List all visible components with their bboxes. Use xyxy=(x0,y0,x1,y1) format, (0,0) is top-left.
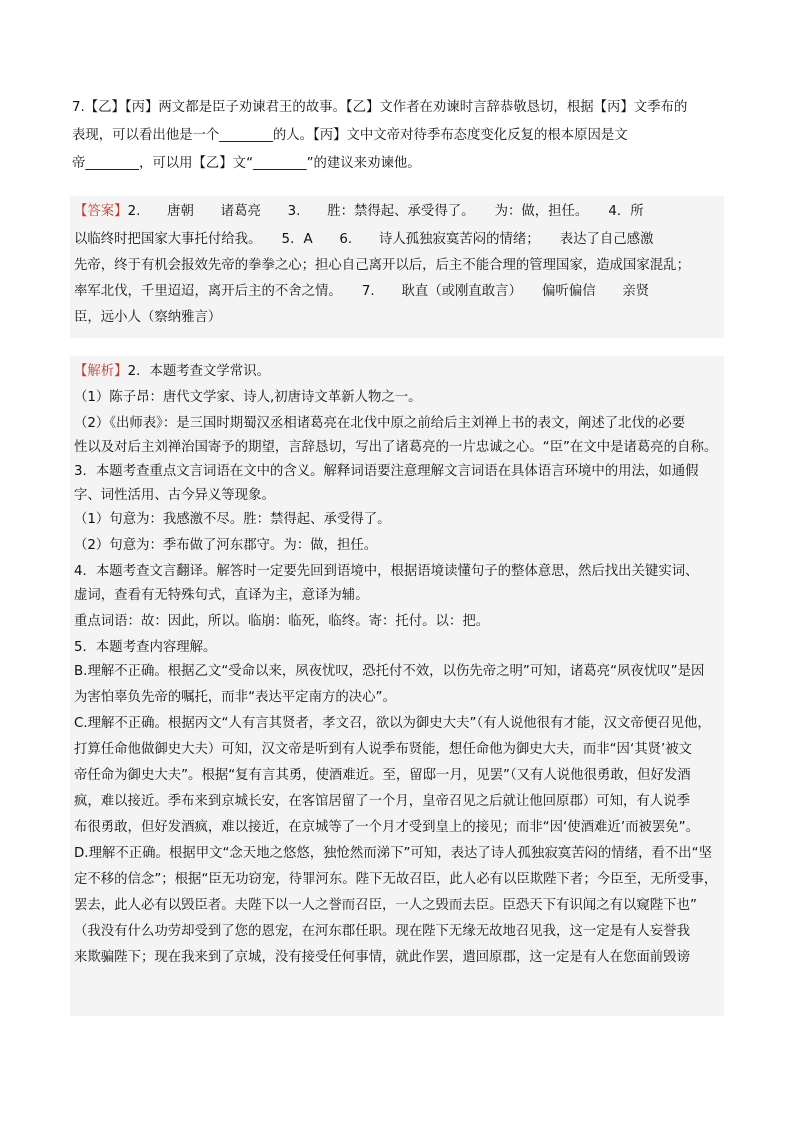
analysis-line: B.理解不正确。根据乙文“受命以来，夙夜忧叹，恐托付不效，以伤先帝之明”可知，诸葛亮“夙夜忧叹”是因 xyxy=(74,664,705,679)
analysis-line: 帝任命为御史大夫”。根据“复有言其勇，使酒难近。至，留邸一月，见罢”（又有人说他很勇敢，但好发酒 xyxy=(74,768,691,783)
analysis-line: 为害怕辜负先帝的嘱托，而非“表达平定南方的决心”。 xyxy=(74,690,396,705)
answer-label: 【答案】 xyxy=(74,204,128,219)
answer-line: 先帝，终于有机会报效先帝的拳拳之心；担心自己离开以后，后主不能合理的管理国家，造成国家混乱； xyxy=(74,258,690,273)
analysis-line: （2）《出师表》：是三国时期蜀汉丞相诸葛亮在北伐中原之前给后主刘禅上书的表文，阐述了北伐的必要 xyxy=(74,416,686,431)
analysis-line: 5．本题考查内容理解。 xyxy=(74,640,217,655)
analysis-line: 打算任命他做御史大夫）可知，汉文帝是听到有人说季布贤能，想任命他为御史大夫，而非“因‘其贤’被文 xyxy=(74,742,693,757)
analysis-line: 性以及对后主刘禅治国寄予的期望，言辞恳切，写出了诸葛亮的一片忠诚之心。“臣”在文中是诸葛亮的自称。 xyxy=(74,440,718,455)
analysis-line: 定不移的信念”；根据“臣无功窃宠，待罪河东。陛下无故召臣，此人必有以臣欺陛下者；今臣至，无所受事， xyxy=(74,872,718,887)
analysis-line: 4．本题考查文言翻译。解答时一定要先回到语境中，根据语境读懂句子的整体意思，然后找出关键实词、 xyxy=(74,564,699,579)
answer-block xyxy=(70,196,724,338)
question-7-line: 帝________，可以用【乙】文“________”的建议来劝谏他。 xyxy=(72,156,421,171)
answer-line: 臣，远小人（察纳雅言） xyxy=(74,310,222,325)
answer-line: 以临终时把国家大事托付给我。 5．A 6. 诗人孤独寂寞苦闷的情绪； 表达了自己感激 xyxy=(74,232,654,247)
analysis-block xyxy=(70,356,724,1016)
analysis-label: 【解析】 xyxy=(74,364,128,379)
analysis-line: （我没有什么功劳却受到了您的恩宠，在河东郡任职。现在陛下无缘无故地召见我，这一定是有人妄誉我 xyxy=(74,924,690,939)
analysis-line: 罢去，此人必有以毁臣者。夫陛下以一人之誉而召臣，一人之毁而去臣。臣恐天下有识闻之有以窥陛下也” xyxy=(74,898,697,913)
analysis-line: 重点词语：故：因此，所以。临崩：临死，临终。寄：托付。以：把。 xyxy=(74,614,490,629)
analysis-line: C.理解不正确。根据丙文“人有言其贤者，孝文召，欲以为御史大夫”（有人说他很有才能，汉文帝便召见他， xyxy=(74,716,711,731)
analysis-line: 布很勇敢，但好发酒疯，难以接近，在京城等了一个月才受到皇上的接见；而非“因‘使酒难近’而被罢免”。 xyxy=(74,820,699,835)
analysis-line: 虚词，查看有无特殊句式，直译为主，意译为辅。 xyxy=(74,588,369,603)
analysis-line: 【解析】2．本题考查文学常识。 xyxy=(74,364,270,379)
analysis-line: D.理解不正确。根据甲文“念天地之悠悠，独怆然而涕下”可知，表达了诗人孤独寂寞苦闷的情绪，看不出“坚 xyxy=(74,846,712,861)
analysis-line: 字、词性活用、古今异义等现象。 xyxy=(74,488,275,503)
answer-line: 【答案】2. 唐朝 诸葛亮 3. 胜：禁得起、承受得了。 为：做，担任。 4．所 xyxy=(74,204,644,219)
analysis-line: 来欺骗陛下；现在我来到了京城，没有接受任何事情，就此作罢，遣回原郡，这一定是有人在您面前毁谤 xyxy=(74,950,690,965)
analysis-line: （1）句意为：我感激不尽。胜：禁得起、承受得了。 xyxy=(74,512,391,527)
analysis-line: （2）句意为：季布做了河东郡守。为：做，担任。 xyxy=(74,538,378,553)
analysis-line: 3．本题考查重点文言词语在文中的含义。解释词语要注意理解文言词语在具体语言环境中的用法，如通假 xyxy=(74,464,699,479)
question-7 xyxy=(72,94,722,178)
question-7-line: 7.【乙】【丙】两文都是臣子劝谏君王的故事。【乙】文作者在劝谏时言辞恭敬恳切，根据【丙】文季布的 xyxy=(72,100,688,115)
analysis-line: 疯，难以接近。季布来到京城长安，在客馆居留了一个月，皇帝召见之后就让他回原郡）可知，有人说季 xyxy=(74,794,690,809)
answer-line: 率军北伐，千里迢迢，离开后主的不舍之情。 7. 耿直（或刚直敢言） 偏听偏信 亲贤 xyxy=(74,284,650,299)
analysis-line: （1）陈子昂：唐代文学家、诗人,初唐诗文革新人物之一。 xyxy=(74,390,422,405)
question-7-line: 表现，可以看出他是一个________的人。【丙】文中文帝对待季布态度变化反复的根本原因是文 xyxy=(72,128,628,143)
